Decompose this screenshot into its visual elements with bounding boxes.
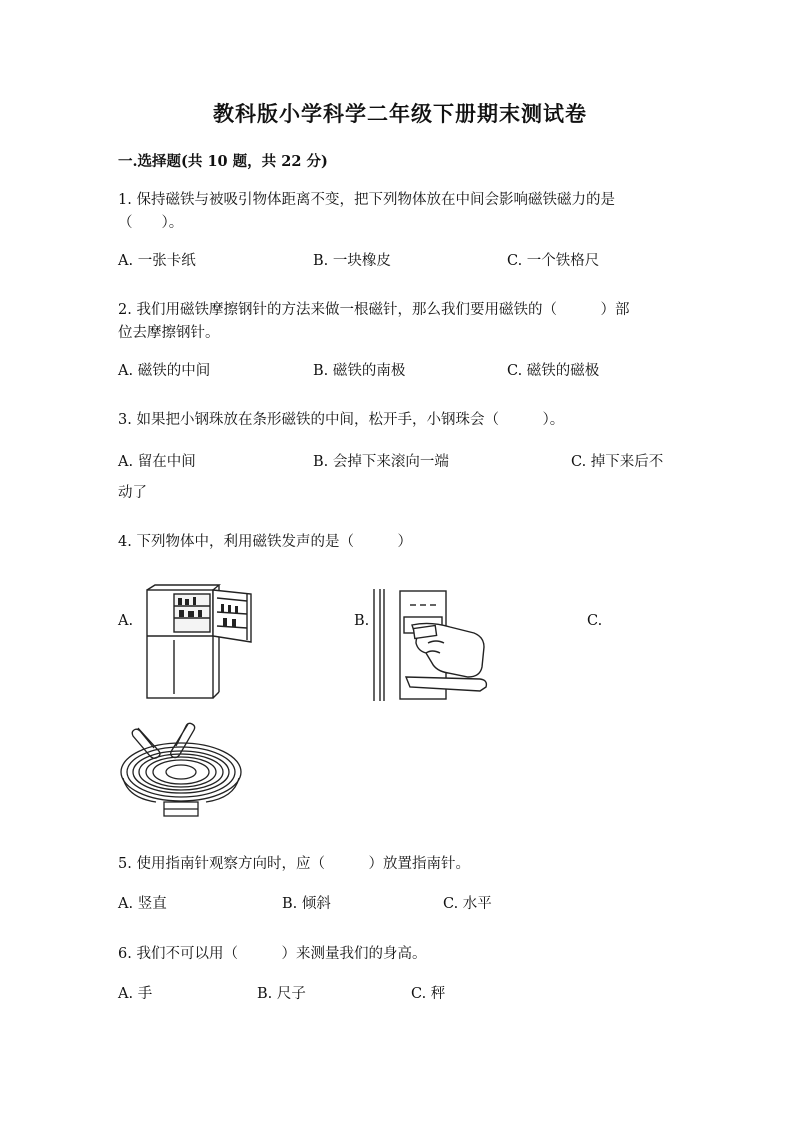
option-a[interactable]: A. 竖直: [118, 896, 167, 912]
option-b[interactable]: B. 磁铁的南极: [313, 363, 406, 379]
question-stem: 6. 我们不可以用（ ）来测量我们的身高。: [118, 946, 427, 962]
option-b[interactable]: B. 一块橡皮: [313, 253, 391, 269]
option-c[interactable]: C. 掉下来后不: [571, 454, 664, 470]
option-a[interactable]: A. 留在中间: [118, 454, 196, 470]
page-title: 教科版小学科学二年级下册期末测试卷: [213, 101, 587, 126]
option-b[interactable]: B.: [354, 613, 370, 629]
option-c[interactable]: C. 磁铁的磁极: [507, 363, 600, 379]
option-b[interactable]: B. 会掉下来滚向一端: [313, 454, 449, 470]
question-stem: 2. 我们用磁铁摩擦钢针的方法来做一根磁针，那么我们要用磁铁的（ ）部: [118, 302, 630, 318]
option-a[interactable]: A.: [118, 613, 134, 629]
question-stem-continued: 位去摩擦钢针。: [118, 325, 220, 341]
option-b[interactable]: B. 尺子: [257, 986, 306, 1002]
option-a[interactable]: A. 手: [118, 986, 153, 1002]
option-c[interactable]: C. 秤: [411, 986, 446, 1002]
option-c[interactable]: C.: [587, 613, 603, 629]
question-stem: 1. 保持磁铁与被吸引物体距离不变，把下列物体放在中间会影响磁铁磁力的是: [118, 192, 615, 208]
option-a[interactable]: A. 一张卡纸: [118, 253, 196, 269]
speaker-icon: [116, 716, 251, 821]
question-stem: 3. 如果把小钢珠放在条形磁铁的中间，松开手，小钢珠会（ ）。: [118, 412, 565, 428]
option-c-continued: 动了: [118, 485, 147, 501]
question-stem: 4. 下列物体中，利用磁铁发声的是（ ）: [118, 534, 412, 550]
option-b[interactable]: B. 倾斜: [282, 896, 331, 912]
question-stem: 5. 使用指南针观察方向时，应（ ）放置指南针。: [118, 856, 470, 872]
option-c[interactable]: C. 水平: [443, 896, 492, 912]
question-stem-continued: （ ）。: [118, 215, 184, 231]
option-a[interactable]: A. 磁铁的中间: [118, 363, 211, 379]
option-c[interactable]: C. 一个铁格尺: [507, 253, 600, 269]
door-handle-icon: [370, 587, 495, 703]
section-heading: 一.选择题(共 10 题，共 22 分): [118, 153, 328, 170]
refrigerator-icon: [143, 584, 258, 700]
